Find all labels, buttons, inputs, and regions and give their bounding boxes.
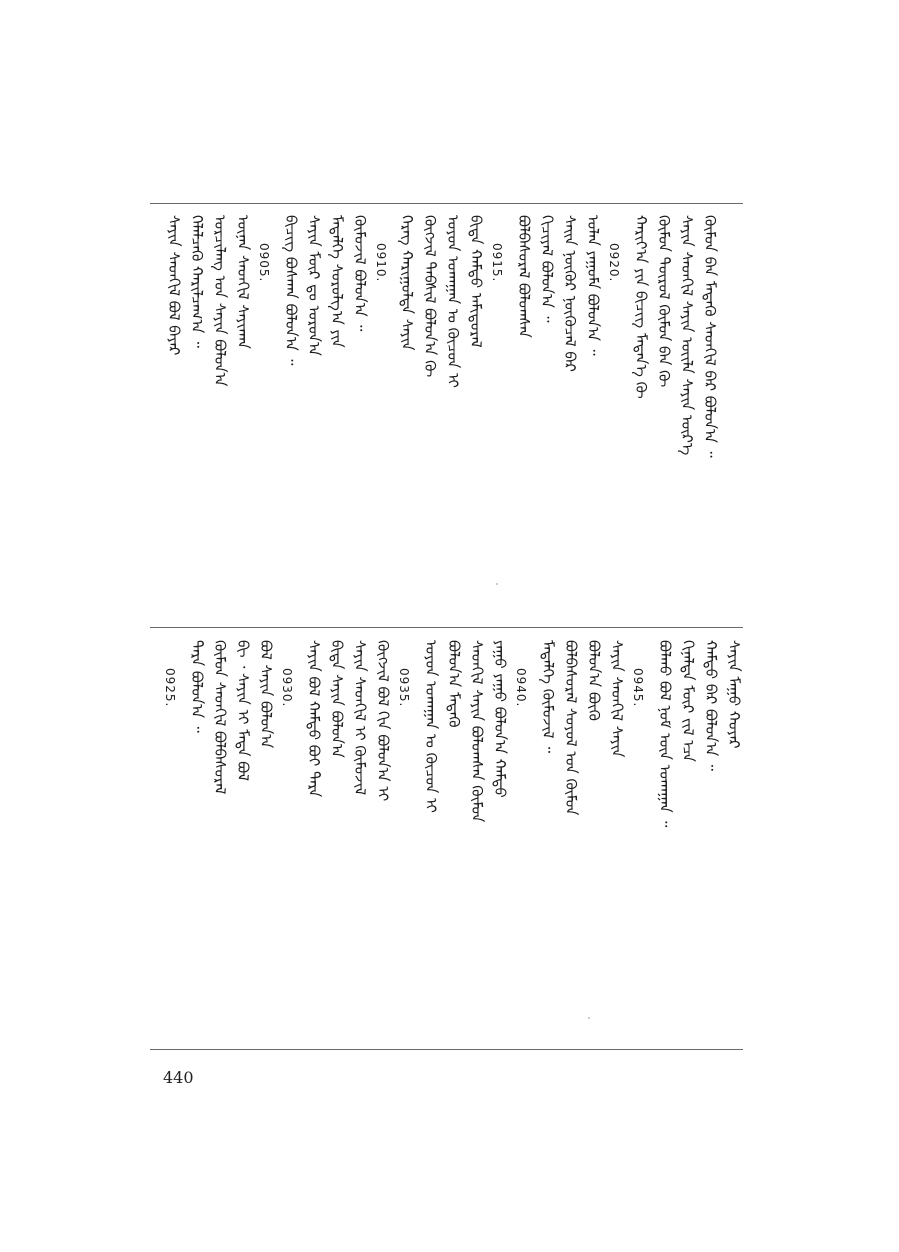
line-number: 0935. — [397, 668, 411, 708]
text-column: ᠬᠦᠮᠦᠨ ᠪᠡᠨ ᠮᠡᠳᠡᠬᠦ ᠰᠡᠳᠬᠢᠯ ᠪᠡᠷ ᠪᠣᠯᠤᠨ᠎ᠠ ᠃ — [701, 215, 719, 458]
text-column: ᠶᠠᠭᠤ ᠶᠠᠭᠤ ᠪᠣᠯᠤᠨ᠎ᠠ ᠬᠠᠮᠲᠤ — [491, 640, 509, 798]
text-column: ᠦᠨᠡᠨ ᠰᠡᠳᠬᠢᠯ ᠰᠠᠶᠢᠬᠠᠨ — [234, 215, 252, 349]
text-column: ᠪᠣᠯᠤᠨ᠎ᠠ ᠪᠦᠬᠦ — [585, 640, 603, 721]
line-number: 0940. — [514, 668, 528, 708]
bottom-rule — [150, 1049, 743, 1050]
text-column: ᠣᠯᠠᠨ ᠶᠠᠭᠤᠮᠠ ᠪᠣᠯᠤᠨ᠎ᠠ ᠃ — [584, 215, 602, 356]
text-column: ᠰᠠᠢᠨ ᠨᠥᠬᠦᠷ ᠨᠥᠬᠦᠴᠡᠯ ᠪᠡᠷ — [561, 215, 579, 372]
line-number: 0925. — [163, 668, 177, 708]
text-column: ᠬᠠᠷᠢᠶ᠎ᠠ ᠶᠢᠨ ᠪᠢᠴᠢᠭ᠌ ᠮᠡᠳᠡᠨ᠎ᠡ ᠬᠦ — [632, 215, 650, 399]
text-column: ᠰᠠᠶᠢᠨ ᠮᠥᠷ ᠳᠤ ᠣᠷᠣᠨ᠎ᠠ — [305, 215, 323, 356]
text-column: ᠬᠦᠮᠦᠨ ᠰᠡᠳᠬᠢᠯ ᠪᠣᠯᠪᠠᠰᠤᠷᠠᠯ — [211, 640, 229, 795]
text-column: ᠬᠢᠨᠠᠯᠲᠠ ᠮᠥᠷ ᠵᠢᠯ ᠡᠴᠡ — [679, 640, 697, 762]
text-column: ᠪᠣᠯᠪᠠᠰᠤᠷᠠᠯ ᠪᠣᠯᠤᠭᠰᠠᠨ — [515, 215, 533, 338]
text-column: ᠬᠡᠯᠡᠯᠴᠡᠬᠦ ᠬᠠᠷᠢᠯᠴᠠᠭ᠎ᠠ ᠃ — [188, 215, 206, 348]
text-column: ᠣᠶᠤᠨ ᠤᠬᠠᠭᠠᠨ ᠤ ᠬᠦᠴᠦᠨ ᠢ — [422, 640, 440, 813]
text-column: ᠬᠠᠮᠲᠤ ᠪᠠᠷ ᠪᠣᠯᠤᠨ᠎ᠠ ᠃ — [702, 640, 720, 771]
text-column: ᠬᠦᠮᠦᠵᠢᠯ ᠪᠣᠯᠤᠨ᠎ᠠ ᠃ — [351, 215, 369, 332]
text-column: ᠮᠡᠳᠡᠯᠭᠡ ᠬᠦᠮᠦᠵᠢᠯ ᠃ — [539, 640, 557, 754]
middle-rule — [150, 627, 743, 628]
line-number: 0910. — [374, 243, 388, 283]
text-column: ᠰᠠᠶᠢᠨ ᠪᠣᠯ ᠬᠠᠮᠲᠤ ᠪᠣᠢ ᠲᠡᠷᠡ — [305, 640, 323, 798]
text-column: ᠪᠢᠴᠢᠭ᠌ ᠪᠣᠰᠬᠠᠨ ᠪᠣᠯᠤᠨ᠎ᠠ ᠃ — [282, 215, 300, 366]
text-column: ᠬᠦᠮᠦᠨ ᠲᠥᠷᠦᠯ ᠬᠦᠮᠦᠨ ᠪᠡᠨ ᠬᠦ — [655, 215, 673, 388]
text-column: ᠰᠠᠶᠢᠨ ᠮᠠᠭᠤ ᠬᠣᠶᠠᠷ — [725, 640, 743, 749]
scan-speck — [496, 583, 498, 585]
text-column: ᠪᠣᠯᠤᠨ᠎ᠠ ᠮᠡᠳᠡᠬᠦ — [445, 640, 463, 728]
line-number: 0930. — [280, 668, 294, 708]
text-column: ᠪᠢᠳᠡ ᠬᠠᠮᠲᠤ ᠠᠮᠢᠳᠤᠷᠠᠯ — [467, 215, 485, 348]
text-column: ᠬᠢᠴᠢᠶᠡᠯ ᠪᠣᠯᠤᠨ᠎ᠠ ᠃ — [538, 215, 556, 323]
line-number: 0945. — [631, 668, 645, 708]
text-column: ᠬᠥᠭᠵᠢᠯ ᠳᠡᠪᠰᠢᠯ ᠪᠣᠯᠤᠨ᠎ᠠ ᠬᠦ — [421, 215, 439, 378]
text-column: ᠪᠢ ᠂ ᠰᠠᠶᠢᠨ ᠢ ᠮᠡᠳᠡ ᠪᠣᠯ — [234, 640, 252, 781]
top-rule — [150, 203, 743, 204]
text-column: ᠬᠥᠭᠵᠢᠯ ᠪᠣᠯ ᠬᠢᠨ ᠪᠣᠯᠤᠨ᠎ᠠ ᠢ — [374, 640, 392, 802]
text-column: ᠬᠡᠷᠡᠭ ᠬᠠᠷᠢᠭᠤᠯᠲᠠ ᠰᠠᠶᠢᠨ — [398, 215, 416, 351]
line-number: 0905. — [257, 243, 271, 283]
text-column: ᠲᠡᠷᠡ ᠪᠣᠯᠤᠨ᠎ᠠ ᠃ — [188, 640, 206, 733]
text-column: ᠰᠠᠶᠢᠨ ᠰᠡᠳᠬᠢᠯ ᠪᠣᠯ ᠪᠠᠶᠠᠷ — [165, 215, 183, 356]
text-column: ᠣᠶᠤᠨ ᠤᠬᠠᠭᠠᠨ ᠤ ᠬᠦᠴᠦᠨ ᠢ — [444, 215, 462, 388]
text-column: ᠪᠣᠯᠬᠤ ᠪᠣᠯ ᠨᠣᠮ ᠦᠨ ᠤᠬᠠᠭᠠᠨ ᠃ — [656, 640, 674, 828]
text-column: ᠣᠷᠴᠢᠯᠠᠩ ᠤᠨ ᠰᠠᠶᠢᠨ ᠪᠣᠯᠤᠨ᠎ᠠ — [211, 215, 229, 387]
text-column: ᠮᠡᠳᠡᠯᠭᠡ ᠰᠤᠷᠤᠯᠭ᠎ᠠ ᠶᠢᠨ — [328, 215, 346, 348]
text-column: ᠰᠠᠶᠢᠨ ᠰᠡᠳᠬᠢᠯ ᠰᠠᠶᠢᠨ — [608, 640, 626, 758]
line-number: 0915. — [490, 243, 504, 283]
text-column: ᠪᠣᠯ ᠰᠠᠶᠢᠨ ᠪᠣᠯᠤᠨ᠎ᠠ — [257, 640, 275, 749]
text-column: ᠪᠣᠯᠪᠠᠰᠤᠷᠠᠯ ᠰᠣᠶᠣᠯ ᠤᠨ ᠬᠦᠮᠦᠨ — [562, 640, 580, 816]
text-column: ᠰᠠᠶᠢᠨ ᠰᠡᠳᠬᠢᠯ ᠰᠠᠶᠢᠨ ᠦᠢᠯᠡ ᠰᠠᠶᠢᠨ ᠦᠷ᠎ᠡ — [678, 215, 696, 456]
text-column: ᠰᠠᠶᠢᠨ ᠰᠡᠳᠬᠢᠯ ᠢ ᠬᠦᠮᠦᠵᠢᠯ — [351, 640, 369, 796]
scan-speck — [588, 1017, 590, 1019]
text-column: ᠪᠢᠳᠡ ᠰᠠᠶᠢᠨ ᠪᠣᠯᠤᠨ᠎ᠠ — [328, 640, 346, 758]
line-number: 0920. — [607, 243, 621, 283]
text-column: ᠰᠡᠳᠬᠢᠯ ᠰᠠᠶᠢᠨ ᠪᠣᠯᠤᠭᠰᠠᠨ ᠬᠦᠮᠦᠨ — [468, 640, 486, 823]
page-number: 440 — [163, 1068, 194, 1087]
